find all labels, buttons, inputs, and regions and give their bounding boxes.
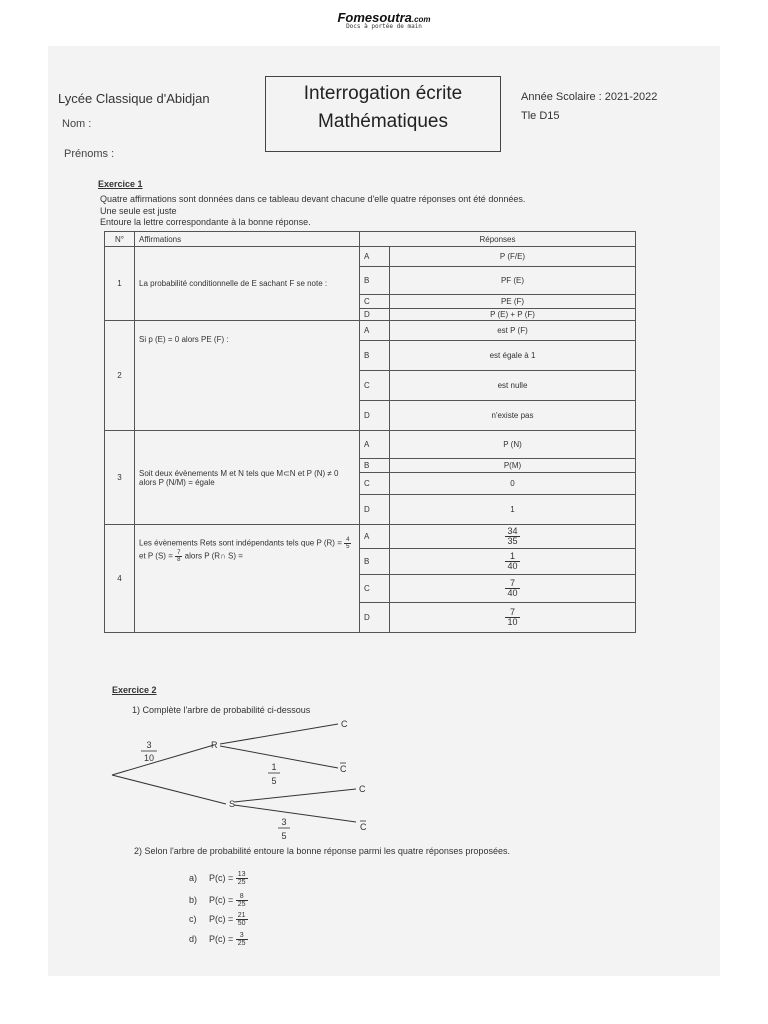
row3-answer-b: P(M)	[390, 459, 636, 473]
p-R-num: 3	[146, 740, 152, 750]
school-name: Lycée Classique d'Abidjan	[58, 91, 210, 106]
node-S: S	[229, 799, 236, 809]
row2-affirmation: Si p (E) = 0 alors PE (F) :	[135, 321, 360, 431]
row3-affirmation: Soit deux évènements M et N tels que M⊂N et P (N) ≠ 0 alors P (N/M) = égale	[135, 431, 360, 525]
col-num-header: N°	[105, 232, 135, 247]
option-a[interactable]: a) P(c) = $\frac{13}{25}$	[189, 871, 246, 886]
intro-line1: Quatre affirmations sont données dans ce tableau devant chacune d'elle quatre réponses ont été données.	[100, 194, 526, 204]
logo-domain: .com	[411, 15, 431, 24]
col-rep-header: Réponses	[360, 232, 636, 247]
question2: 2) Selon l'arbre de probabilité entoure la bonne réponse parmi les quatre réponses proposées.	[134, 846, 510, 856]
title-line2: Mathématiques	[318, 111, 448, 132]
p-SnotC-den: 5	[281, 831, 287, 841]
row3-letter-c[interactable]: C	[360, 473, 390, 495]
p-RnotC-den: 5	[271, 776, 277, 786]
exercise2-heading: Exercice 2	[112, 685, 157, 695]
title-box	[265, 76, 501, 152]
row4-answer-d: $\frac{7}{10}$	[390, 603, 636, 633]
node-R: R	[211, 740, 218, 750]
probability-tree	[100, 712, 400, 842]
row1-letter-d[interactable]: D	[360, 309, 390, 321]
firstname-label: Prénoms :	[64, 148, 115, 160]
intro-line2: Une seule est juste	[100, 205, 177, 216]
p-R-den: 10	[143, 753, 155, 763]
row1-letter-c[interactable]: C	[360, 295, 390, 309]
row4-letter-c[interactable]: C	[360, 575, 390, 603]
row1-letter-b[interactable]: B	[360, 267, 390, 295]
node-R-notC: C	[340, 764, 347, 774]
node-R-C: C	[341, 719, 348, 729]
logo-tagline: Docs à portée de main	[346, 23, 422, 30]
answer-table	[104, 231, 636, 633]
row4-answer-b: $\frac{1}{40}$	[390, 549, 636, 575]
row4-affirmation: Les évènements Rets sont indépendants tels que P (R) = $\frac{4}{5}$ et P (S) = $\frac{7}{8}$ alors P (R∩ S) =	[135, 525, 360, 633]
branch-root-S	[112, 775, 226, 804]
row4-answer-a: $\frac{34}{35}$	[390, 525, 636, 549]
logo	[0, 10, 768, 30]
row3-answer-d: 1	[390, 495, 636, 525]
row1-num: 1	[105, 247, 135, 321]
row1-answer-b: PF (E)	[390, 267, 636, 295]
row3-letter-d[interactable]: D	[360, 495, 390, 525]
row2-letter-a[interactable]: A	[360, 321, 390, 341]
branch-S-notC	[234, 805, 356, 822]
intro-line3: Entoure la lettre correspondante à la bonne réponse.	[100, 217, 311, 227]
p-RnotC-num: 1	[271, 762, 277, 772]
row1-answer-a: P (F/E)	[390, 247, 636, 267]
branch-R-C	[220, 724, 338, 744]
branch-R-notC	[220, 746, 338, 768]
row4-letter-d[interactable]: D	[360, 603, 390, 633]
school-year: Année Scolaire : 2021-2022	[521, 91, 658, 103]
name-label: Nom :	[62, 118, 92, 130]
exercise1-intro	[100, 194, 600, 229]
row1-answer-c: PE (F)	[390, 295, 636, 309]
row4-num: 4	[105, 525, 135, 633]
option-d[interactable]: d) P(c) = $\frac{3}{25}$	[189, 932, 246, 947]
row2-answer-a: est P (F)	[390, 321, 636, 341]
logo-brand: Fomesoutra	[337, 10, 412, 25]
node-S-notC: C	[360, 822, 367, 832]
branch-root-R	[112, 745, 214, 775]
class-name: Tle D15	[521, 110, 560, 122]
row2-letter-d[interactable]: D	[360, 401, 390, 431]
p-SnotC-num: 3	[281, 817, 287, 827]
row2-num: 2	[105, 321, 135, 431]
branch-S-C	[234, 789, 356, 802]
option-b[interactable]: b) P(c) = $\frac{8}{25}$	[189, 893, 246, 908]
row2-letter-b[interactable]: B	[360, 341, 390, 371]
node-S-C: C	[359, 784, 366, 794]
exercise1-heading: Exercice 1	[98, 179, 143, 189]
row2-answer-c: est nulle	[390, 371, 636, 401]
row3-letter-b[interactable]: B	[360, 459, 390, 473]
title-line1: Interrogation écrite	[303, 83, 463, 104]
row2-letter-c[interactable]: C	[360, 371, 390, 401]
row4-letter-b[interactable]: B	[360, 549, 390, 575]
row3-num: 3	[105, 431, 135, 525]
row2-answer-b: est égale à 1	[390, 341, 636, 371]
row3-letter-a[interactable]: A	[360, 431, 390, 459]
row3-answer-a: P (N)	[390, 431, 636, 459]
row1-affirmation: La probabilité conditionnelle de E sachant F se note :	[135, 247, 360, 321]
row2-answer-d: n'existe pas	[390, 401, 636, 431]
col-aff-header: Affirmations	[135, 232, 360, 247]
row1-letter-a[interactable]: A	[360, 247, 390, 267]
option-c[interactable]: c) P(c) = $\frac{21}{50}$	[189, 912, 246, 927]
row4-letter-a[interactable]: A	[360, 525, 390, 549]
row4-answer-c: $\frac{7}{40}$	[390, 575, 636, 603]
row1-answer-d: P (E) + P (F)	[390, 309, 636, 321]
row3-answer-c: 0	[390, 473, 636, 495]
question1: 1) Complète l'arbre de probabilité ci-dessous	[132, 705, 311, 715]
